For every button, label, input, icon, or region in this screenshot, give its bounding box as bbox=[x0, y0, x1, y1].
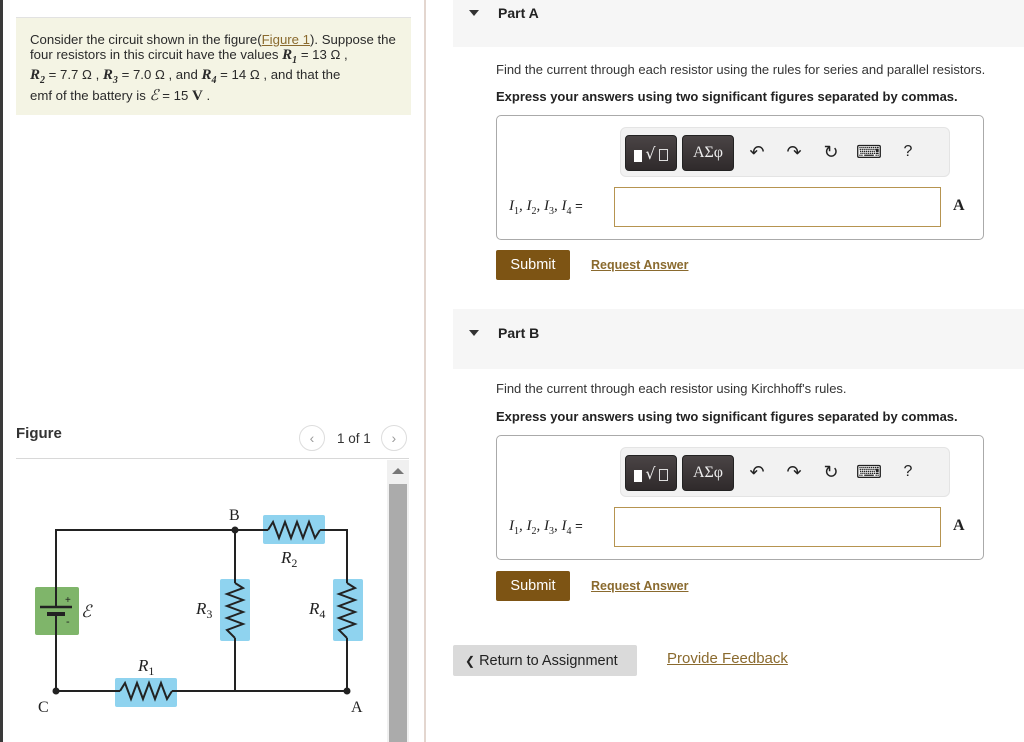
battery-plus-label: + bbox=[65, 595, 71, 606]
r3-symbol: $R_3$ bbox=[102, 67, 118, 86]
math-toolbar bbox=[620, 447, 950, 497]
redo-icon[interactable]: ↷ bbox=[786, 141, 802, 162]
label-emf: ℰ bbox=[81, 602, 92, 621]
figure-title: Figure bbox=[16, 425, 62, 442]
help-icon[interactable]: ? bbox=[903, 463, 913, 480]
part-a-question: Find the current through each resistor using the rules for series and parallel resistors. bbox=[496, 62, 986, 77]
r2-value: = 7.7 Ω , bbox=[45, 67, 103, 82]
symbols-button[interactable]: ΑΣφ bbox=[682, 455, 734, 491]
redo-icon[interactable]: ↷ bbox=[786, 461, 802, 482]
provide-feedback-link[interactable]: Provide Feedback bbox=[667, 650, 788, 667]
symbols-button[interactable]: ΑΣφ bbox=[682, 135, 734, 171]
emf-value: = 15 bbox=[158, 87, 192, 103]
figure-divider bbox=[16, 458, 409, 459]
chevron-left-icon: ❮ bbox=[465, 653, 476, 668]
part-b-submit-button[interactable]: Submit bbox=[496, 571, 570, 601]
reset-icon[interactable]: ↻ bbox=[823, 461, 839, 482]
label-b: B bbox=[229, 507, 240, 524]
part-a-submit-button[interactable]: Submit bbox=[496, 250, 570, 280]
r1-value: = 13 Ω , bbox=[297, 46, 348, 62]
label-r2: $R_2$ bbox=[281, 548, 298, 570]
battery-minus-label: - bbox=[66, 616, 70, 628]
window-left-edge bbox=[0, 0, 3, 742]
figure-scrollbar[interactable] bbox=[387, 460, 409, 742]
problem-statement bbox=[16, 17, 411, 115]
part-b-instruction: Express your answers using two significant figures separated by commas. bbox=[496, 409, 958, 424]
figure-link[interactable]: Figure 1 bbox=[261, 32, 311, 47]
circuit-diagram bbox=[20, 490, 390, 730]
emf-text: emf of the battery is bbox=[30, 87, 150, 103]
r1-symbol: $R_1$ bbox=[282, 46, 298, 66]
reset-icon[interactable]: ↻ bbox=[823, 141, 839, 162]
part-a-answer-box bbox=[496, 115, 984, 240]
keyboard-icon[interactable]: ⌨ bbox=[856, 141, 882, 162]
part-b-request-answer-link[interactable]: Request Answer bbox=[591, 579, 689, 593]
unit-label: A bbox=[953, 197, 965, 214]
part-a-title: Part A bbox=[498, 5, 539, 21]
node-b bbox=[232, 527, 239, 534]
keyboard-icon[interactable]: ⌨ bbox=[856, 461, 882, 482]
part-b-answer-box bbox=[496, 435, 984, 560]
emf-symbol: ℰ bbox=[149, 87, 159, 104]
templates-button[interactable] bbox=[625, 455, 677, 491]
emf-unit: V bbox=[191, 87, 203, 104]
r4-value: = 14 Ω , and that the bbox=[216, 67, 341, 82]
previous-figure-button[interactable] bbox=[299, 425, 325, 451]
label-c: C bbox=[38, 699, 49, 716]
node-a bbox=[344, 688, 351, 695]
label-r1: $R_1$ bbox=[138, 656, 155, 678]
label-r3: $R_3$ bbox=[196, 599, 213, 621]
templates-button[interactable] bbox=[625, 135, 677, 171]
figure-pager bbox=[299, 425, 407, 451]
templates-icon: √ bbox=[634, 464, 667, 483]
templates-icon: √ bbox=[634, 144, 667, 163]
part-b-answer-input[interactable] bbox=[614, 507, 941, 547]
r2-symbol: $R_2$ bbox=[30, 67, 46, 86]
problem-text: Consider the circuit shown in the figure( bbox=[30, 32, 262, 47]
figure-counter: 1 of 1 bbox=[337, 430, 371, 446]
answer-label: $I_1$, $I_2$, $I_3$, $I_4$ = bbox=[509, 198, 583, 217]
label-a: A bbox=[351, 699, 363, 716]
collapse-triangle-icon[interactable] bbox=[469, 330, 479, 336]
part-a-request-answer-link[interactable]: Request Answer bbox=[591, 258, 689, 272]
part-a-instruction: Express your answers using two significant figures separated by commas. bbox=[496, 89, 958, 104]
pane-divider[interactable] bbox=[424, 0, 426, 742]
r3-value: = 7.0 Ω , and bbox=[117, 67, 202, 82]
undo-icon[interactable]: ↶ bbox=[749, 141, 765, 162]
scrollbar-thumb[interactable] bbox=[389, 484, 407, 742]
problem-end: . bbox=[202, 87, 211, 103]
unit-label: A bbox=[953, 517, 965, 534]
chevron-left-icon: ‹ bbox=[309, 430, 315, 446]
part-b-header[interactable] bbox=[453, 309, 1024, 369]
label-r4: $R_4$ bbox=[309, 599, 326, 621]
collapse-triangle-icon[interactable] bbox=[469, 10, 479, 16]
problem-text: ). Suppose the four resistors in this circuit have the values bbox=[30, 32, 396, 62]
part-a-answer-input[interactable] bbox=[614, 187, 941, 227]
help-icon[interactable]: ? bbox=[903, 143, 913, 160]
return-to-assignment-button[interactable] bbox=[453, 645, 637, 676]
chevron-right-icon: › bbox=[391, 430, 397, 446]
math-toolbar bbox=[620, 127, 950, 177]
part-b-title: Part B bbox=[498, 325, 540, 341]
answer-label: $I_1$, $I_2$, $I_3$, $I_4$ = bbox=[509, 518, 583, 537]
part-a-header[interactable] bbox=[453, 0, 1024, 47]
r4-symbol: $R_4$ bbox=[201, 67, 217, 86]
part-b-question: Find the current through each resistor using Kirchhoff's rules. bbox=[496, 381, 847, 396]
return-label: Return to Assignment bbox=[479, 652, 618, 669]
scroll-up-arrow-icon[interactable] bbox=[387, 460, 409, 482]
next-figure-button[interactable] bbox=[381, 425, 407, 451]
node-c bbox=[53, 688, 60, 695]
undo-icon[interactable]: ↶ bbox=[749, 461, 765, 482]
